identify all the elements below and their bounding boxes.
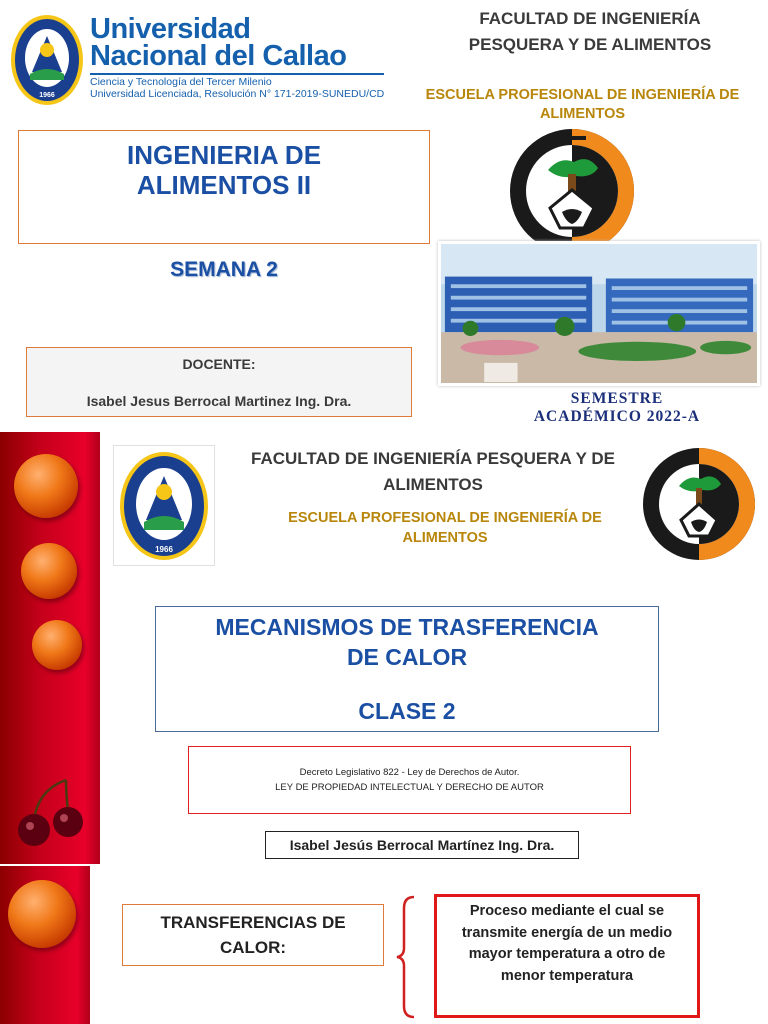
- class-title-line2: DE CALOR: [346, 644, 468, 670]
- slide-3: [0, 866, 768, 1024]
- orange-ball-icon: [21, 543, 77, 599]
- university-license: Universidad Licenciada, Resolución N° 171-2019-SUNEDU/CD: [90, 88, 385, 100]
- faculty-line2: PESQUERA Y DE ALIMENTOS: [468, 35, 712, 54]
- orange-ball-icon: [8, 880, 76, 948]
- slide-1: [0, 0, 768, 432]
- university-motto: Ciencia y Tecnología del Tercer Milenio: [90, 76, 272, 88]
- class-number: CLASE 2: [358, 698, 456, 724]
- definition-line2: transmite energía de un medio: [461, 924, 673, 941]
- class-title-line1: MECANISMOS DE TRASFERENCIA: [215, 614, 599, 640]
- topic-line1: TRANSFERENCIAS DE: [160, 913, 346, 932]
- faculty-line2: ALIMENTOS: [383, 475, 483, 494]
- school-logo-icon: [641, 444, 757, 564]
- slide-2: [0, 432, 768, 866]
- orange-ball-icon: [14, 454, 78, 518]
- topic-title: [122, 910, 384, 960]
- cherry-icon: [4, 772, 94, 856]
- course-title-line2: ALIMENTOS II: [136, 170, 312, 200]
- semester-line2: ACADÉMICO 2022-A: [533, 408, 701, 425]
- university-name-line1: Universidad: [90, 13, 251, 45]
- brace-icon: [394, 894, 416, 1020]
- university-name-line2: Nacional del Callao: [90, 40, 347, 72]
- copyright-box: [188, 746, 631, 814]
- university-seal-icon: [10, 14, 84, 106]
- school-line2: ALIMENTOS: [539, 106, 626, 122]
- seal-year: 1966: [155, 545, 173, 554]
- teacher-label: DOCENTE:: [182, 356, 256, 372]
- course-title-line1: INGENIERIA DE: [126, 140, 322, 170]
- copyright-line2: LEY DE PROPIEDAD INTELECTUAL Y DERECHO DE AUTOR: [275, 782, 544, 793]
- university-divider: [90, 73, 384, 75]
- school-heading: [410, 86, 755, 124]
- definition-text: [440, 901, 694, 987]
- seal-year: 1966: [39, 92, 55, 99]
- semester-label: [488, 390, 746, 426]
- school-line2: ALIMENTOS: [402, 530, 488, 546]
- definition-line4: menor temperatura: [500, 967, 634, 984]
- faculty-line1: FACULTAD DE INGENIERÍA: [479, 9, 701, 28]
- teacher-name: Isabel Jesus Berrocal Martinez Ing. Dra.: [86, 393, 352, 409]
- university-name: [90, 13, 390, 72]
- week-label: SEMANA 2: [170, 258, 278, 281]
- orange-ball-icon: [32, 620, 82, 670]
- school-line1: ESCUELA PROFESIONAL DE INGENIERÍA DE: [288, 510, 602, 526]
- copyright-line1: Decreto Legislativo 822 - Ley de Derechos de Autor.: [299, 767, 520, 778]
- faculty-heading: [228, 446, 638, 498]
- university-seal-frame: [113, 445, 215, 566]
- university-subtitle: [90, 76, 400, 100]
- university-seal-icon: [114, 446, 214, 565]
- semester-line1: SEMESTRE: [570, 390, 664, 407]
- school-heading: [250, 508, 640, 548]
- class-title: [158, 612, 656, 672]
- course-title: [20, 140, 428, 200]
- topic-line2: CALOR:: [219, 938, 287, 957]
- school-logo-icon: [488, 128, 656, 254]
- definition-line3: mayor temperatura a otro de: [468, 946, 666, 962]
- campus-photo: [438, 241, 760, 386]
- school-line1: ESCUELA PROFESIONAL DE INGENIERÍA DE: [425, 87, 740, 103]
- faculty-heading: [440, 6, 740, 58]
- faculty-line1: FACULTAD DE INGENIERÍA PESQUERA Y DE: [251, 449, 615, 468]
- author-name: Isabel Jesús Berrocal Martínez Ing. Dra.: [289, 837, 555, 853]
- definition-line1: Proceso mediante el cual se: [469, 903, 665, 919]
